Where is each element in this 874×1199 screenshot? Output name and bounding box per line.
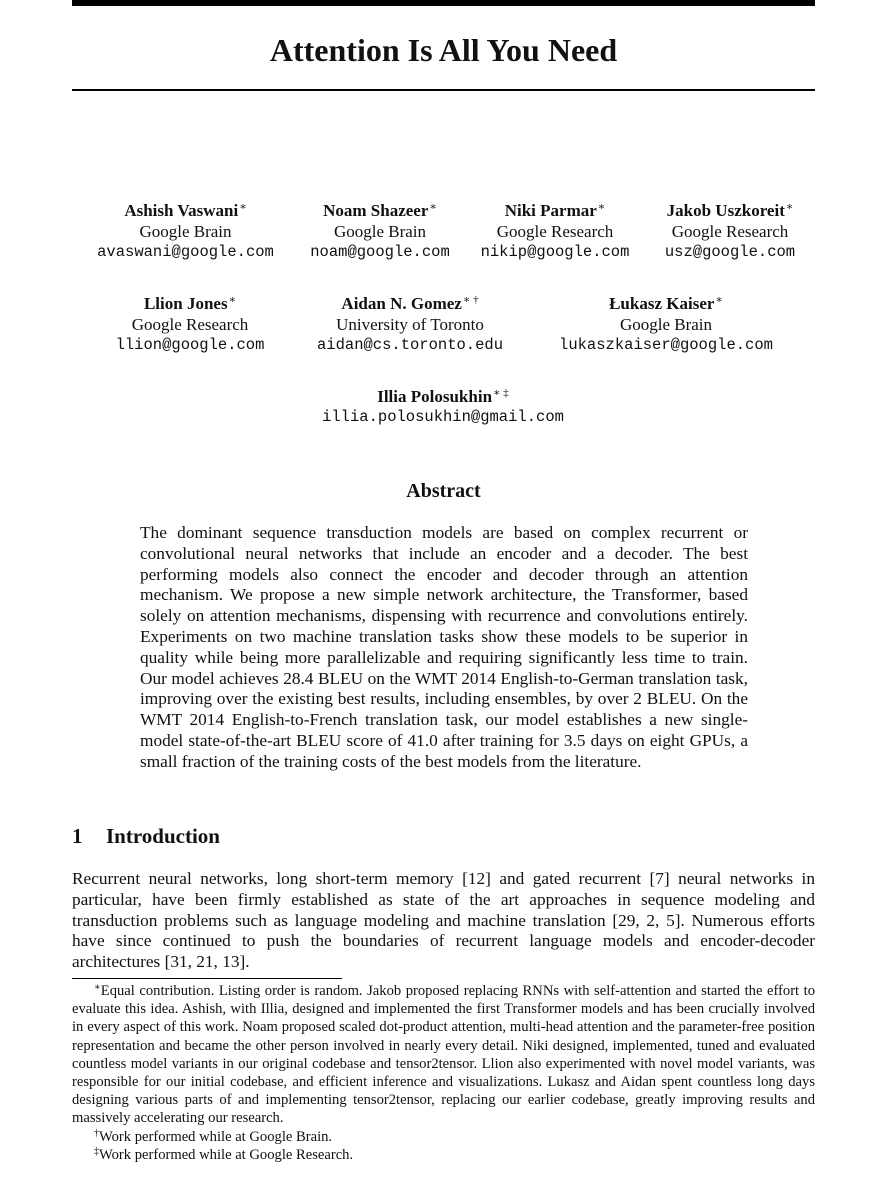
- author-affiliation: Google Brain: [333, 222, 427, 241]
- footnote-mark: †: [94, 1127, 99, 1139]
- author-name: Niki Parmar: [504, 201, 597, 220]
- footnote-text: Equal contribution. Listing order is random. Jakob proposed replacing RNNs with self-attention and started the effort to evaluate this idea. Ashish, with Illia, designed and implemented the first Transformer models and has been crucially involved in every aspect of this work. Noam proposed scaled dot-product attention, multi-head attention and the parameter-free position representation and became the other person involved in nearly every detail. Niki designed, implemented, tuned and evaluated countless model variants in our original codebase and tensor2tensor. Llion also experimented with novel model variants, was responsible for our initial codebase, and efficient inference and visualizations. Lukasz and Aidan spent countless long days designing various parts of and implementing tensor2tensor, replacing our earlier codebase, greatly improving results and massively accelerating our research.: [72, 983, 815, 1127]
- author-mark: ∗: [228, 294, 237, 306]
- footnote: [72, 1146, 815, 1164]
- abstract-heading: Abstract: [406, 480, 481, 502]
- author-email: aidan@cs.toronto.edu: [316, 336, 504, 354]
- author-block: [100, 290, 280, 356]
- author-name: Jakob Uszkoreit: [666, 201, 785, 220]
- footnote: [72, 1128, 815, 1146]
- paper-title: Attention Is All You Need: [269, 32, 618, 68]
- footnote-mark: ‡: [94, 1145, 99, 1157]
- footnote: [72, 982, 815, 1128]
- author-affiliation: Google Research: [131, 315, 249, 334]
- abstract-text: The dominant sequence transduction models are based on complex recurrent or convolutional neural networks that include an encoder and a decoder. The best performing models also connect the encoder and decoder through an attention mechanism. We propose a new simple network architecture, the Transformer, based solely on attention mechanisms, dispensing with recurrence and convolutions entirely. Experiments on two machine translation tasks show these models to be superior in quality while being more parallelizable and requiring significantly less time to train. Our model achieves 28.4 BLEU on the WMT 2014 English-to-German translation task, improving over the existing best results, including ensembles, by over 2 BLEU. On the WMT 2014 English-to-French translation task, our model establishes a new single-model state-of-the-art BLEU score of 41.0 after training for 3.5 days on eight GPUs, a small fraction of the training costs of the best models from the literature.: [140, 523, 748, 771]
- footnote-text: Work performed while at Google Brain.: [99, 1128, 333, 1145]
- author-mark: ∗: [715, 294, 723, 306]
- author-name: Aidan N. Gomez: [341, 294, 462, 313]
- title-rule: [72, 89, 815, 91]
- author-email: usz@google.com: [664, 243, 796, 261]
- author-mark: ∗: [239, 201, 247, 213]
- author-affiliation: Google Research: [496, 222, 614, 241]
- author-name: Ashish Vaswani: [124, 201, 239, 220]
- author-affiliation: Google Brain: [139, 222, 232, 241]
- author-affiliation: University of Toronto: [336, 315, 484, 334]
- footnote-text: Work performed while at Google Research.: [99, 1146, 354, 1163]
- section-number: 1: [72, 824, 83, 848]
- author-email: avaswani@google.com: [97, 243, 274, 261]
- author-block: [300, 290, 520, 356]
- section-title: Introduction: [106, 824, 220, 848]
- author-affiliation: Google Brain: [619, 315, 713, 334]
- author-name: Noam Shazeer: [323, 201, 429, 220]
- author-email: lukaszkaiser@google.com: [559, 336, 773, 354]
- author-block: [470, 197, 640, 263]
- author-email: llion@google.com: [115, 336, 265, 354]
- author-block: [290, 197, 470, 263]
- author-mark: ∗: [785, 201, 794, 213]
- author-name: Łukasz Kaiser: [609, 294, 715, 313]
- author-block: [546, 290, 786, 356]
- author-email: nikip@google.com: [480, 243, 630, 261]
- author-email: illia.polosukhin@gmail.com: [322, 408, 564, 426]
- author-mark: ∗ †: [462, 294, 479, 306]
- footnotes: [72, 982, 815, 1164]
- author-affiliation: Google Research: [671, 222, 789, 241]
- author-block: [648, 197, 812, 263]
- footnote-mark: ∗: [94, 982, 101, 993]
- author-mark: ∗: [597, 201, 606, 213]
- author-email: noam@google.com: [310, 243, 450, 261]
- section-heading: [72, 822, 815, 850]
- author-block: [88, 197, 283, 263]
- footnote-rule: [72, 978, 342, 979]
- author-name: Llion Jones: [143, 294, 228, 313]
- author-block: [300, 383, 586, 428]
- author-mark: ∗ ‡: [493, 387, 509, 399]
- author-name: Illia Polosukhin: [377, 387, 493, 406]
- introduction-text: Recurrent neural networks, long short-term memory [12] and gated recurrent [7] neural networks in particular, have been firmly established as state of the art approaches in sequence modeling and transduction problems such as language modeling and machine translation [29, 2, 5]. Numerous efforts have since continued to push the boundaries of recurrent language models and encoder-decoder architectures [31, 21, 13].: [72, 869, 815, 972]
- top-rule: [72, 0, 815, 6]
- author-mark: ∗: [429, 201, 437, 213]
